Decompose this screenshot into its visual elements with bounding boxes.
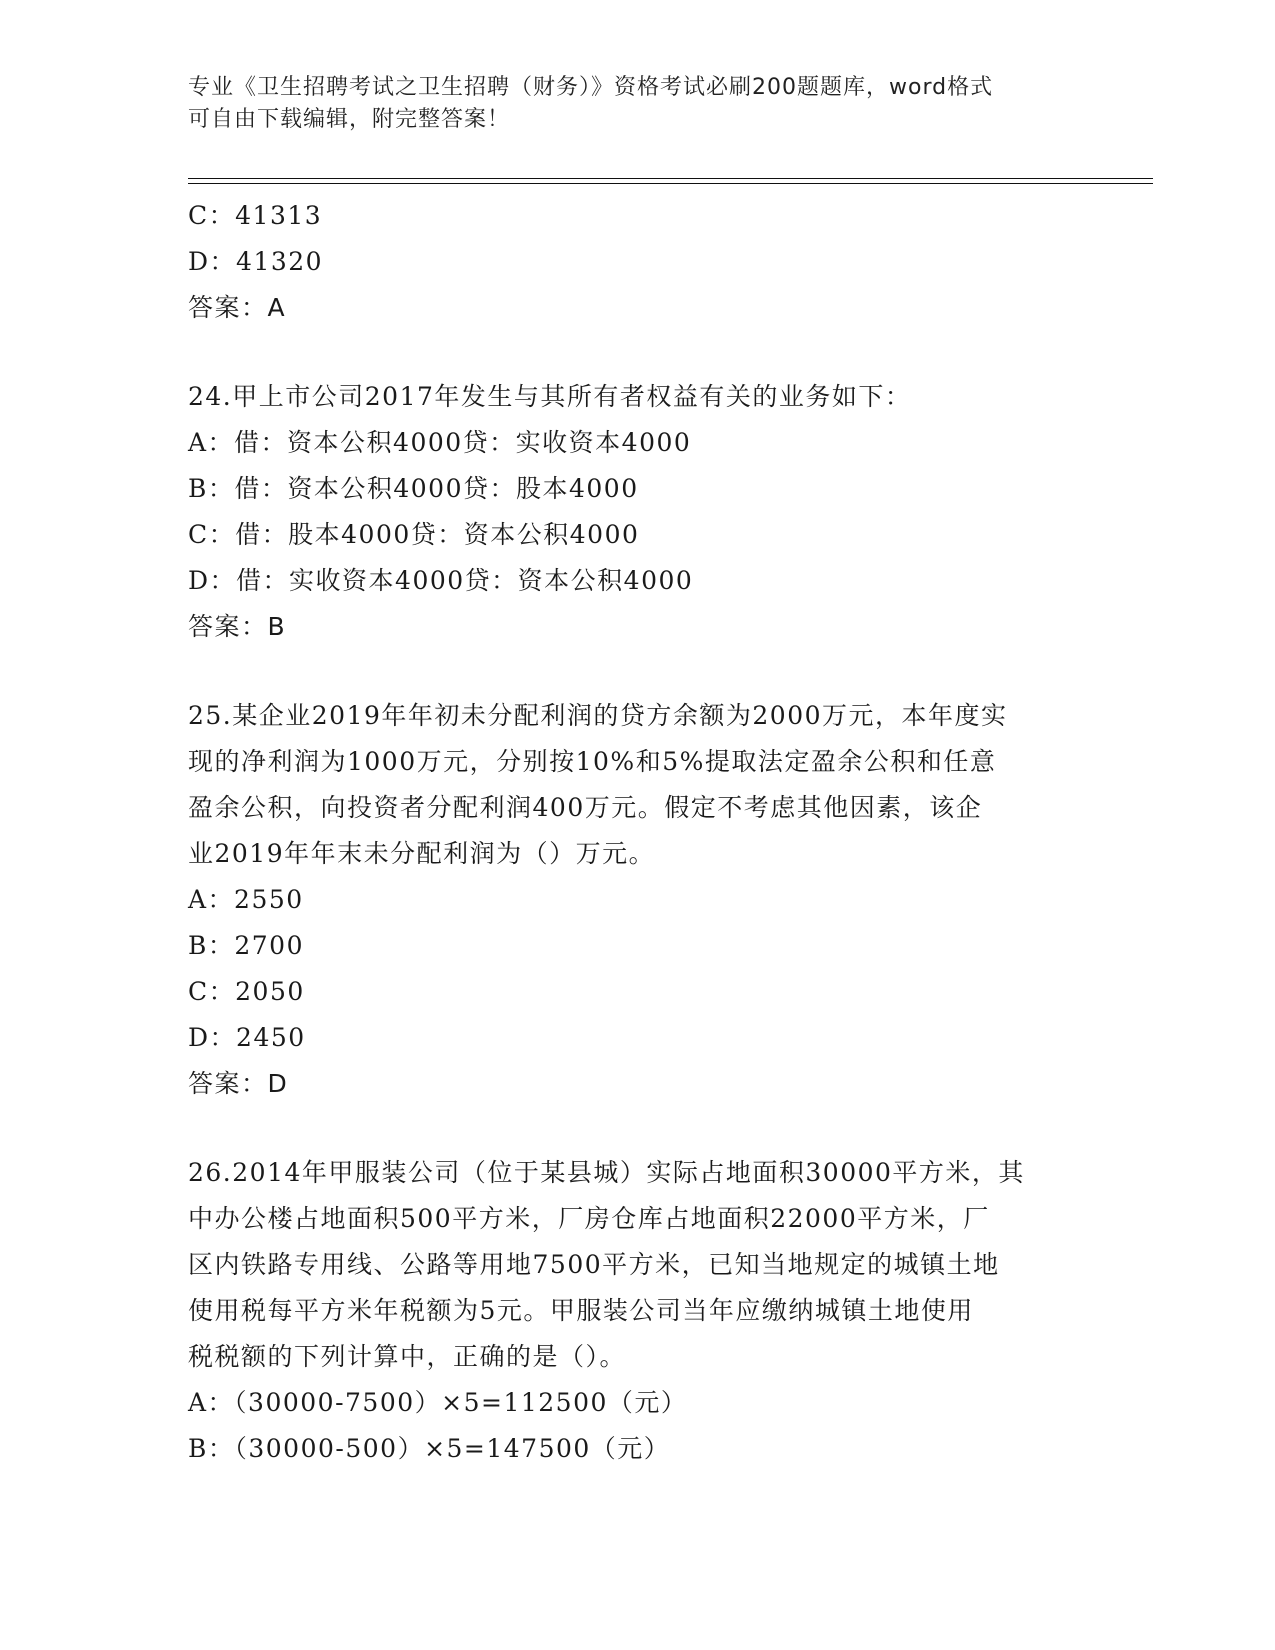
question-stem-line-5: 税税额的下列计算中，正确的是（）。 bbox=[188, 1342, 627, 1371]
option-a: A：借：资本公积4000贷：实收资本4000 bbox=[188, 428, 692, 457]
question-stem-line-4: 使用税每平方米年税额为5元。甲服装公司当年应缴纳城镇土地使用 bbox=[188, 1296, 974, 1325]
question-spacer bbox=[188, 650, 1088, 693]
header-line-1: 专业《卫生招聘考试之卫生招聘（财务）》资格考试必刷200题题库，word格式 bbox=[188, 75, 994, 100]
question-stem-line-1: 26.2014年甲服装公司（位于某县城）实际占地面积30000平方米，其 bbox=[188, 1158, 1025, 1187]
answer-line: 答案：A bbox=[188, 293, 287, 322]
question-stem-line-3: 盈余公积，向投资者分配利润400万元。假定不考虑其他因素，该企 bbox=[188, 793, 983, 822]
question-26 bbox=[188, 1150, 1088, 1472]
question-spacer bbox=[188, 331, 1088, 374]
option-d: D：41320 bbox=[188, 247, 324, 276]
document-header bbox=[188, 72, 1068, 136]
option-b: B：2700 bbox=[188, 931, 304, 960]
answer-line: 答案：B bbox=[188, 612, 287, 641]
question-stem-line-1: 25.某企业2019年年初未分配利润的贷方余额为2000万元，本年度实 bbox=[188, 701, 1008, 730]
question-24 bbox=[188, 374, 1088, 650]
option-a: A：2550 bbox=[188, 885, 304, 914]
document-body bbox=[188, 193, 1088, 1472]
question-stem-line-3: 区内铁路专用线、公路等用地7500平方米，已知当地规定的城镇土地 bbox=[188, 1250, 1000, 1279]
question-25 bbox=[188, 693, 1088, 1107]
option-d: D：借：实收资本4000贷：资本公积4000 bbox=[188, 566, 694, 595]
option-b: B：（30000-500）×5=147500（元） bbox=[188, 1434, 671, 1463]
option-b: B：借：资本公积4000贷：股本4000 bbox=[188, 474, 639, 503]
option-c: C：借：股本4000贷：资本公积4000 bbox=[188, 520, 640, 549]
question-stem-line-4: 业2019年年末未分配利润为（）万元。 bbox=[188, 839, 656, 868]
question-23 bbox=[188, 193, 1088, 331]
question-stem: 24.甲上市公司2017年发生与其所有者权益有关的业务如下： bbox=[188, 382, 912, 411]
option-c: C：41313 bbox=[188, 201, 323, 230]
question-spacer bbox=[188, 1107, 1088, 1150]
option-a: A：（30000-7500）×5=112500（元） bbox=[188, 1388, 688, 1417]
header-rule-top bbox=[188, 178, 1153, 179]
question-stem-line-2: 中办公楼占地面积500平方米，厂房仓库占地面积22000平方米，厂 bbox=[188, 1204, 990, 1233]
option-d: D：2450 bbox=[188, 1023, 306, 1052]
header-rule-bottom bbox=[188, 183, 1153, 184]
answer-line: 答案：D bbox=[188, 1069, 289, 1098]
header-line-2: 可自由下载编辑，附完整答案！ bbox=[188, 107, 511, 132]
question-stem-line-2: 现的净利润为1000万元，分别按10%和5%提取法定盈余公积和任意 bbox=[188, 747, 997, 776]
option-c: C：2050 bbox=[188, 977, 305, 1006]
